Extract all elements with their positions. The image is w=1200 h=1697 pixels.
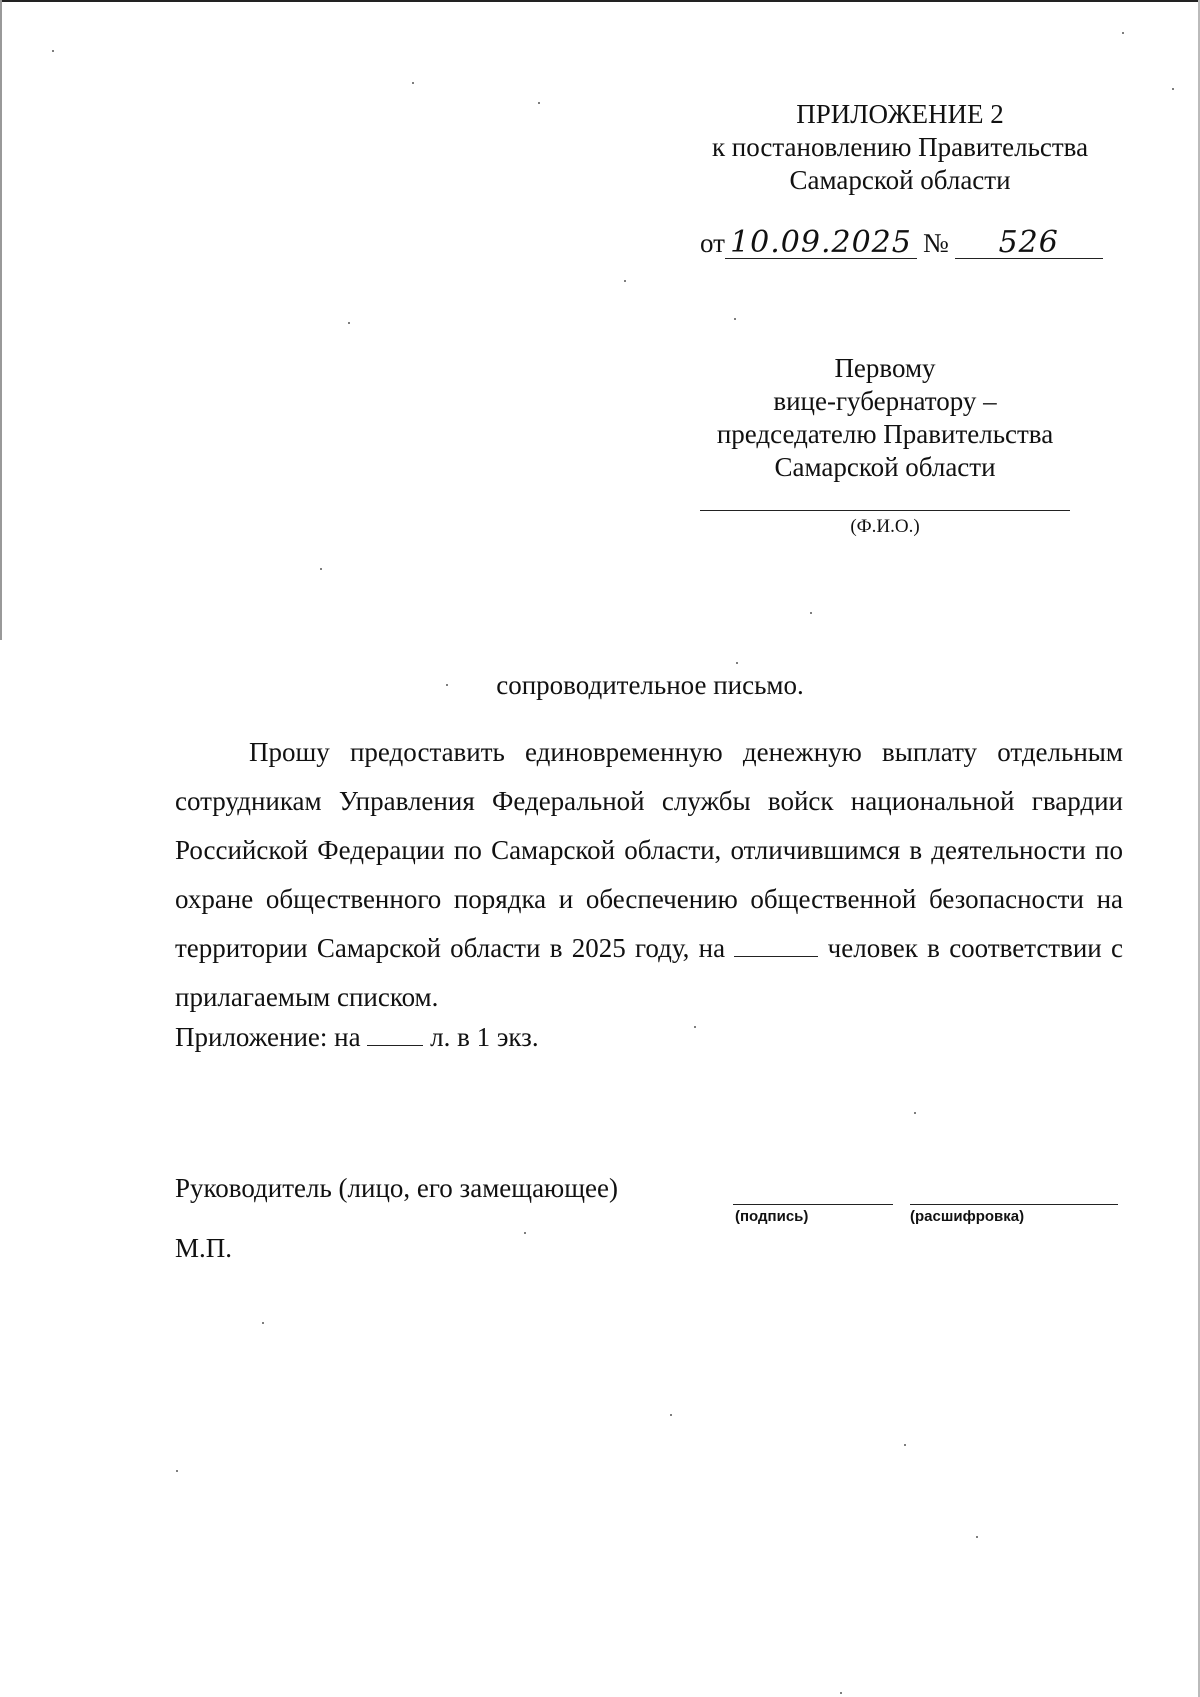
signature-line <box>733 1204 893 1205</box>
appendix-header <box>690 98 1110 197</box>
signature-caption: (подпись) <box>735 1208 809 1225</box>
addressee-line: председателю Правительства <box>716 419 1054 449</box>
fio-blank-line <box>700 510 1070 511</box>
handwritten-date: 10.09.2025 <box>725 228 917 259</box>
scan-speck <box>52 50 54 52</box>
scan-speck <box>524 1232 526 1234</box>
appendix-title: ПРИЛОЖЕНИЕ 2 <box>796 99 1004 129</box>
scan-speck <box>624 280 626 282</box>
scan-speck <box>840 1692 842 1694</box>
addressee-line: вице-губернатору – <box>773 386 997 416</box>
scan-speck <box>176 1470 178 1472</box>
handwritten-number: 526 <box>955 228 1103 259</box>
sheets-count-blank <box>367 1023 423 1046</box>
number-sign: № <box>922 228 949 258</box>
decoding-caption: (расшифровка) <box>910 1208 1025 1225</box>
scan-speck <box>670 1414 672 1416</box>
scan-speck <box>262 1322 264 1324</box>
scan-speck <box>446 684 448 686</box>
scan-speck <box>1122 32 1124 34</box>
scan-speck <box>412 82 414 84</box>
addressee-line: Первому <box>834 353 936 383</box>
attachment-prefix: Приложение: на <box>175 1022 361 1052</box>
signer-title: Руководитель (лицо, его замещающее) <box>175 1173 618 1203</box>
scan-speck <box>810 612 812 614</box>
page-border-left <box>0 0 2 640</box>
scan-speck <box>904 1444 906 1446</box>
body-text-end: человек в соответствии с прилагаемым списком. <box>175 933 1124 1012</box>
scan-speck <box>320 568 322 570</box>
appendix-resolution-line: к постановлению Правительства <box>711 132 1089 162</box>
page-border-top <box>0 0 1200 2</box>
attachment-line <box>175 1022 539 1053</box>
scan-speck <box>694 1026 696 1028</box>
fio-caption: (Ф.И.О.) <box>850 516 920 537</box>
scan-speck <box>1172 88 1174 90</box>
scan-speck <box>914 1112 916 1114</box>
scan-speck <box>538 102 540 104</box>
scan-speck <box>736 662 738 664</box>
date-prefix: от <box>700 228 725 258</box>
scan-speck <box>976 1536 978 1538</box>
document-title: сопроводительное письмо. <box>496 670 804 700</box>
scan-speck <box>348 322 350 324</box>
people-count-blank <box>734 934 818 957</box>
letter-body <box>175 728 1123 1022</box>
decoding-line <box>910 1204 1118 1205</box>
attachment-suffix: л. в 1 экз. <box>430 1022 539 1052</box>
addressee-block <box>690 352 1080 484</box>
resolution-date-number <box>700 225 1103 260</box>
body-text: Прошу предоставить единовременную денежную выплату отдельным сотрудникам Управления Федеральной службы войск национальной гвардии Российской Федерации по Самарской области, отличившимся в деятельности по охране общественного порядка и обеспечению общественной безопасности на территории Самарской области в 2025 году, на <box>175 737 1123 963</box>
addressee-line: Самарской области <box>774 452 996 482</box>
stamp-mark: М.П. <box>175 1233 233 1263</box>
appendix-region-line: Самарской области <box>789 165 1011 195</box>
scan-speck <box>734 318 736 320</box>
